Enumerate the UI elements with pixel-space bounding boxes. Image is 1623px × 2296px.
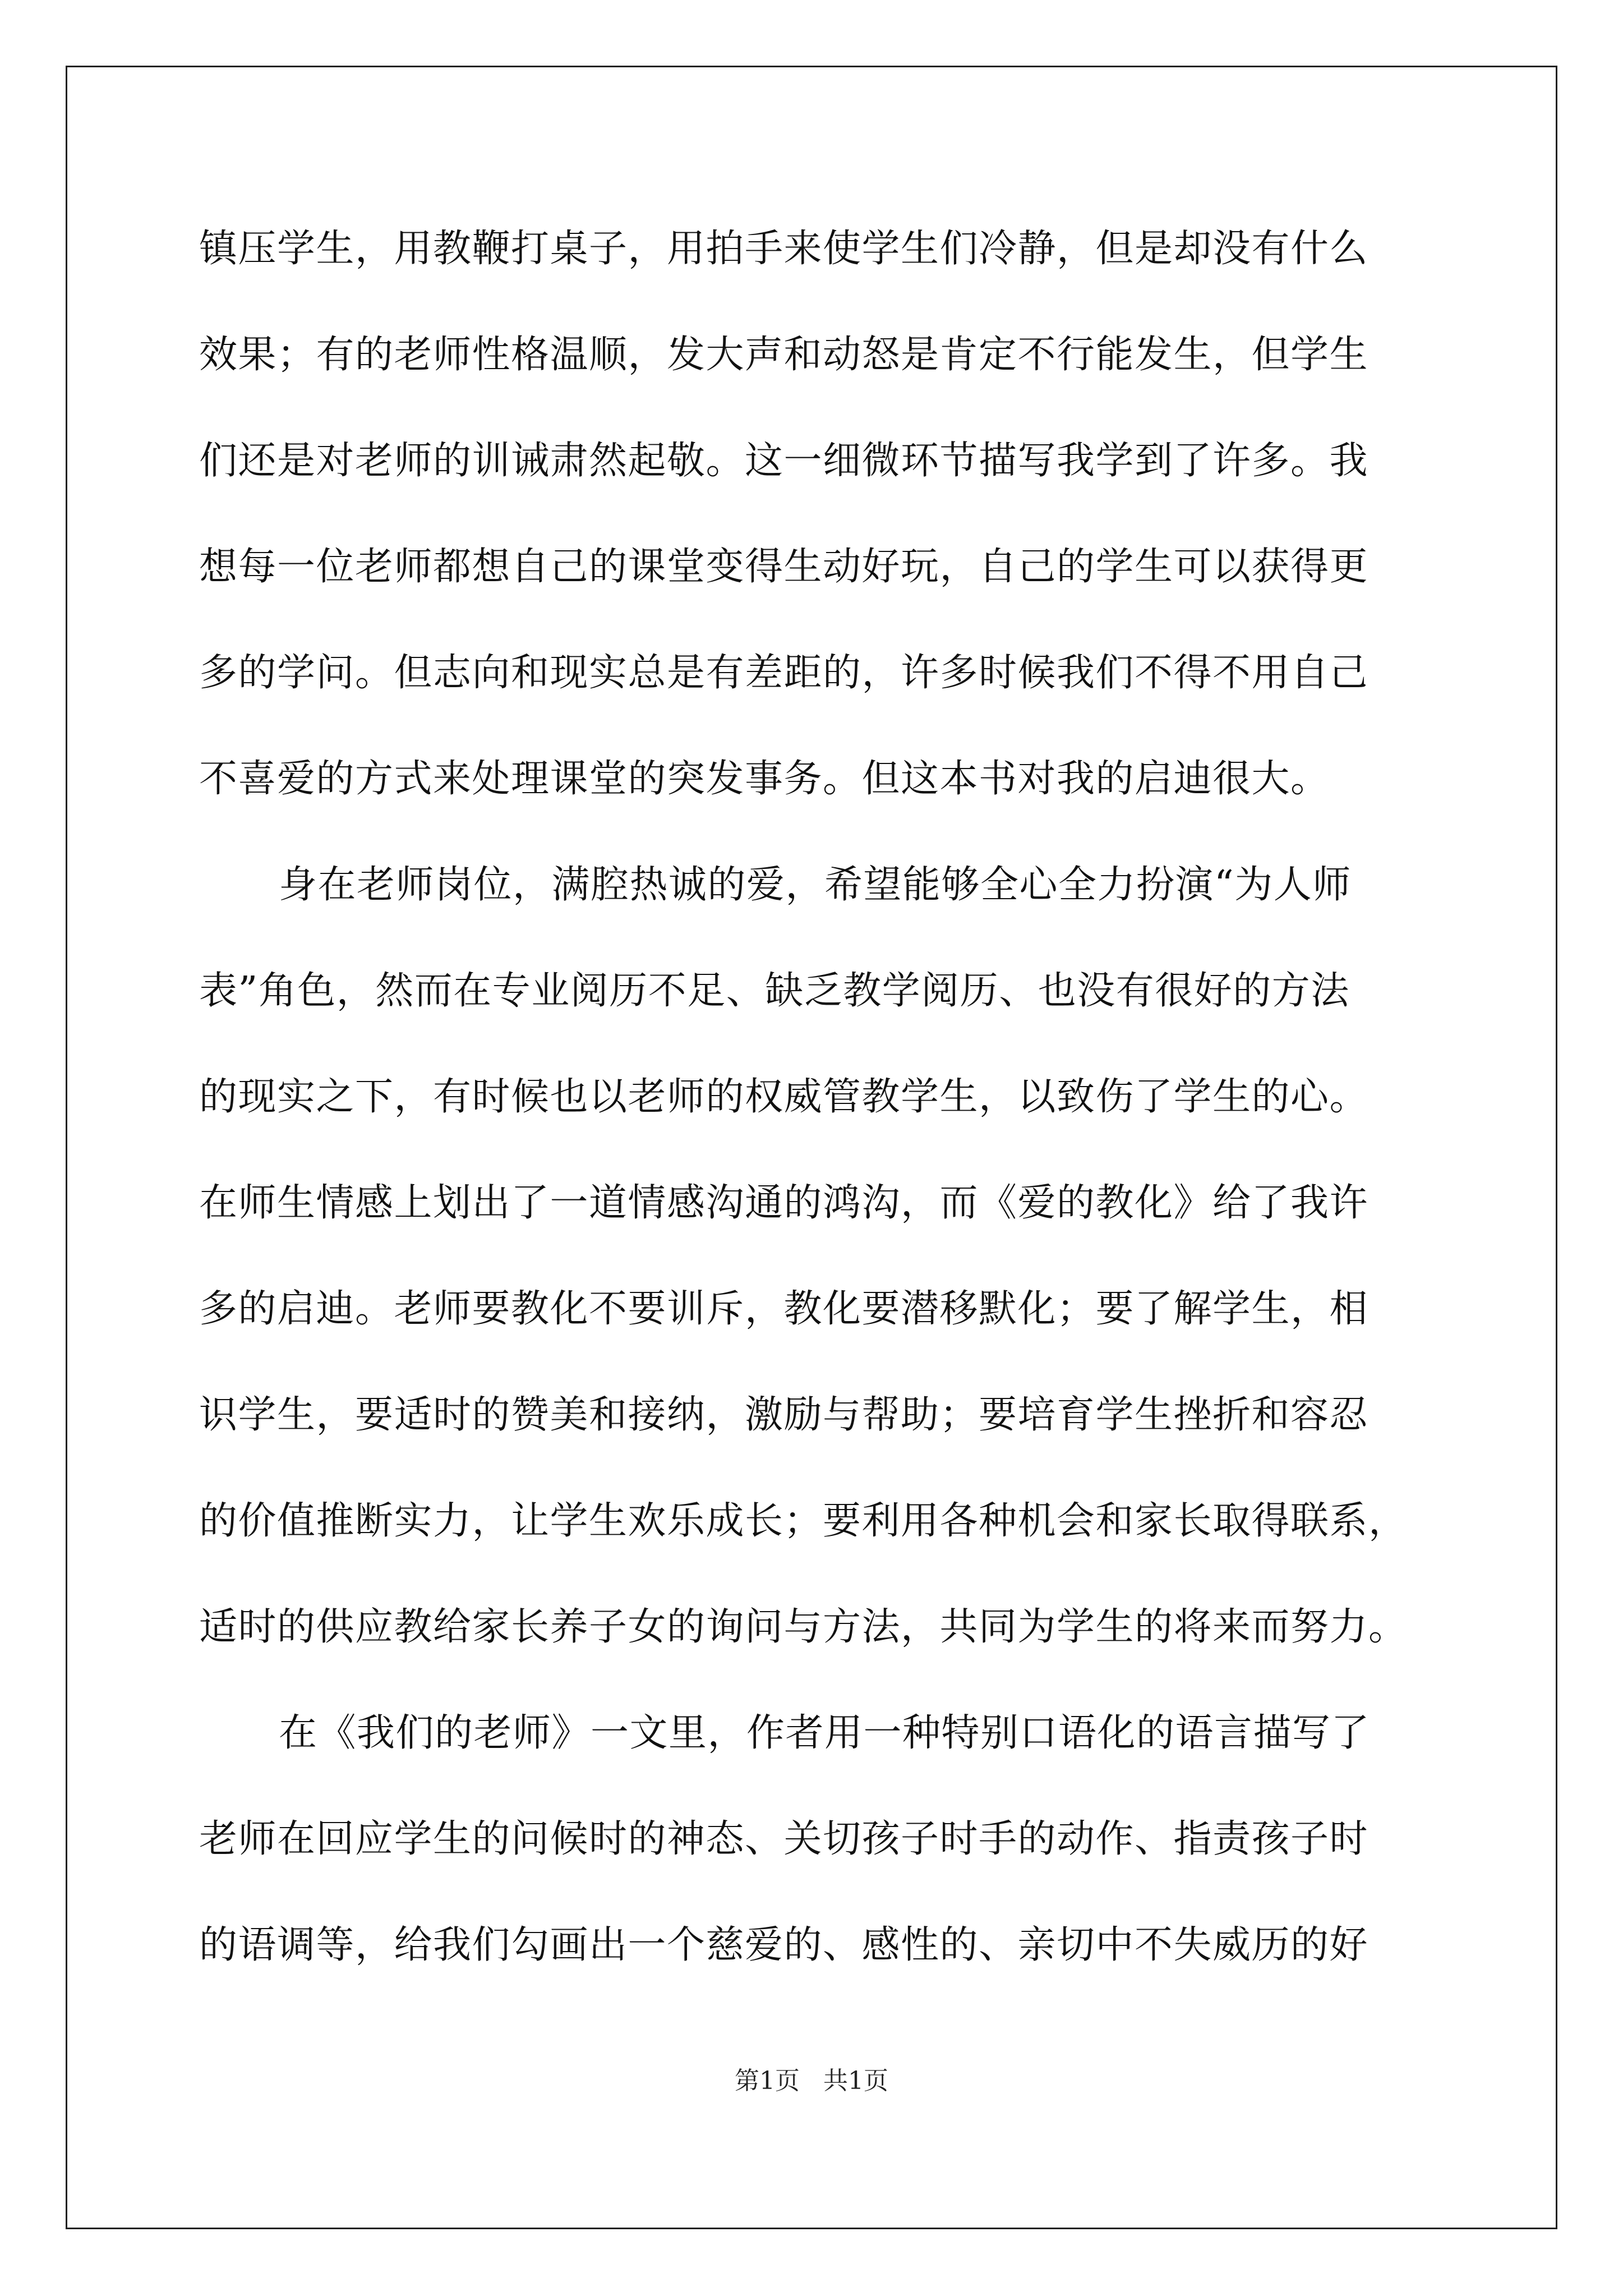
paragraph-first-line: 身在老师岗位，满腔热诚的爱，希望能够全心全力扮演“为人师 [279, 863, 1352, 907]
text-line: 老师在回应学生的问候时的神态、关切孩子时手的动作、指责孩子时 [199, 1817, 1369, 1861]
text-line: 的现实之下，有时候也以老师的权威管教学生，以致伤了学生的心。 [199, 1075, 1369, 1119]
text-line: 的价值推断实力，让学生欢乐成长；要利用各种机会和家长取得联系， [199, 1499, 1408, 1543]
text-line: 镇压学生，用教鞭打桌子，用拍手来使学生们冷静，但是却没有什么 [199, 227, 1369, 271]
text-line: 在师生情感上划出了一道情感沟通的鸿沟，而《爱的教化》给了我许 [199, 1181, 1369, 1225]
text-line: 表”角色，然而在专业阅历不足、缺乏教学阅历、也没有很好的方法 [199, 969, 1350, 1013]
text-line: 不喜爱的方式来处理课堂的突发事务。但这本书对我的启迪很大。 [199, 757, 1330, 801]
text-line: 们还是对老师的训诫肃然起敬。这一细微环节描写我学到了许多。我 [199, 439, 1369, 483]
text-line: 的语调等，给我们勾画出一个慈爱的、感性的、亲切中不失威历的好 [199, 1923, 1369, 1967]
text-line: 多的启迪。老师要教化不要训斥，教化要潜移默化；要了解学生，相 [199, 1287, 1369, 1331]
text-line: 识学生，要适时的赞美和接纳，激励与帮助；要培育学生挫折和容忍 [199, 1393, 1369, 1437]
text-line: 想每一位老师都想自己的课堂变得生动好玩，自己的学生可以获得更 [199, 545, 1369, 589]
page-border [66, 66, 1557, 2229]
page-number: 第1页 [735, 2067, 800, 2095]
text-line: 效果；有的老师性格温顺，发大声和动怒是肯定不行能发生，但学生 [199, 333, 1369, 377]
page-total: 共1页 [823, 2067, 888, 2095]
paragraph-first-line: 在《我们的老师》一文里，作者用一种特别口语化的语言描写了 [279, 1711, 1371, 1755]
text-line: 多的学问。但志向和现实总是有差距的，许多时候我们不得不用自己 [199, 651, 1369, 695]
text-line: 适时的供应教给家长养子女的询问与方法，共同为学生的将来而努力。 [199, 1605, 1408, 1649]
page-footer [0, 2069, 1623, 2093]
